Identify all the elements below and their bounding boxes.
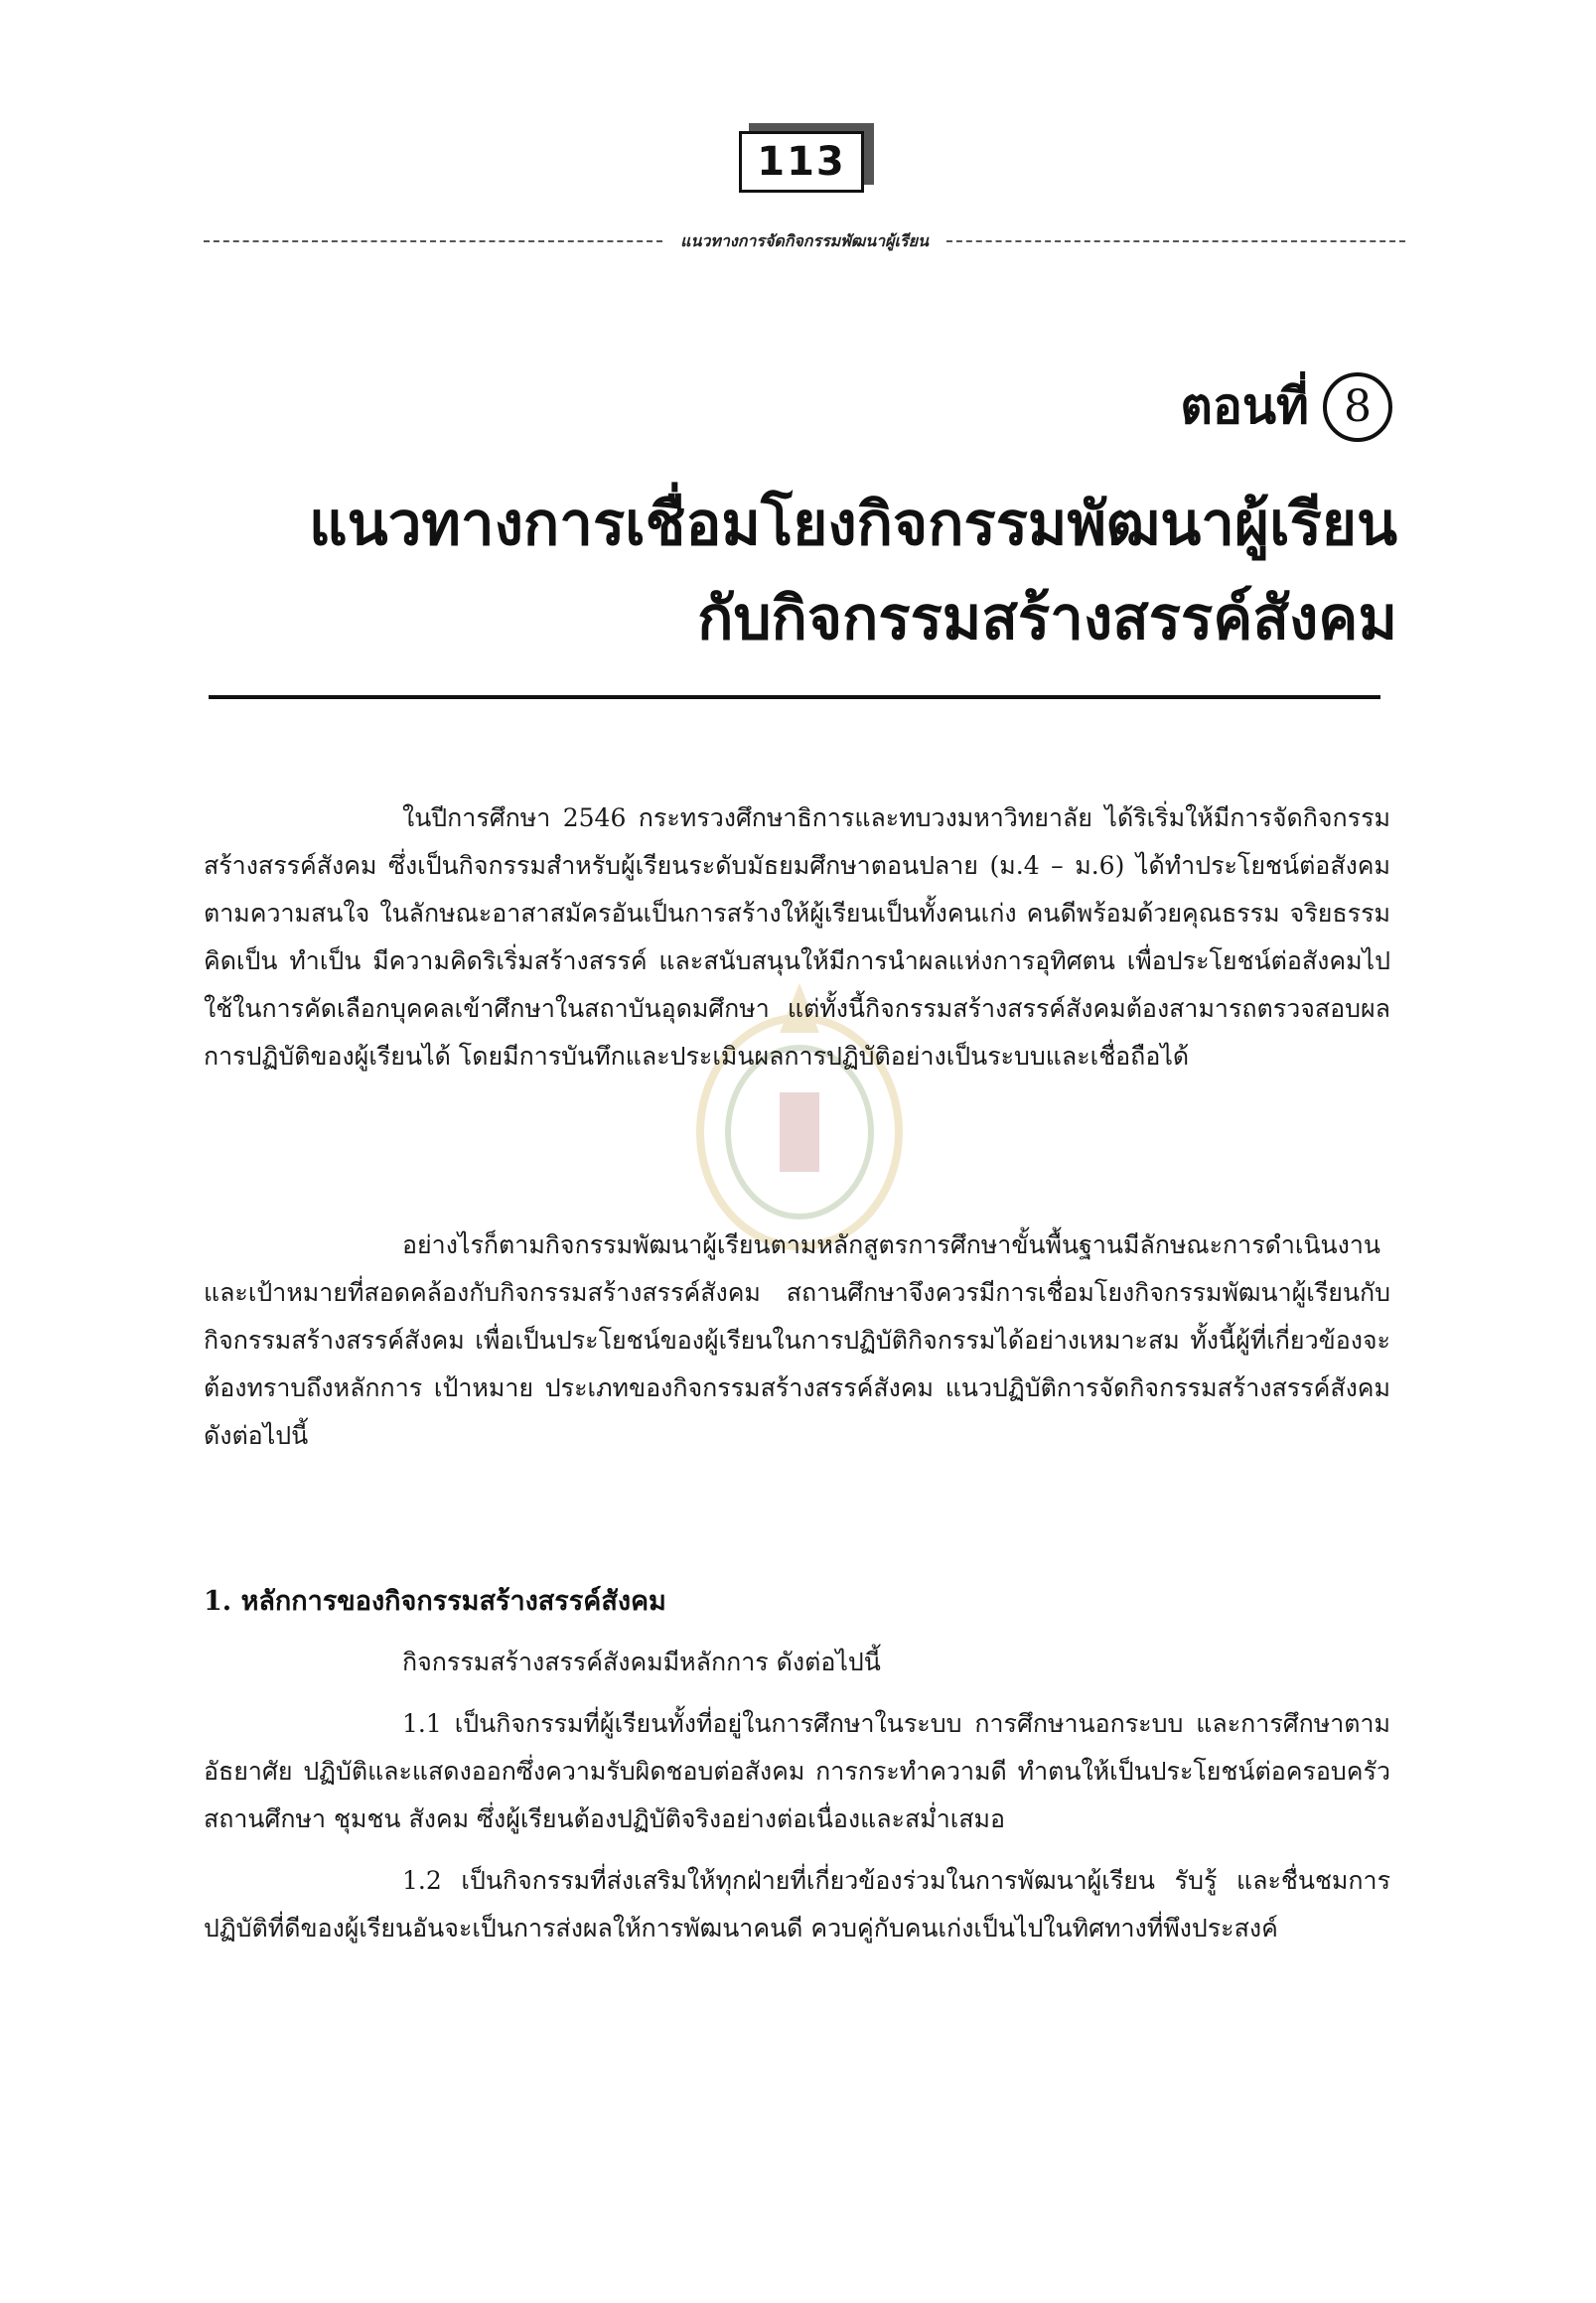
intro-paragraph-2-text: อย่างไรก็ตามกิจกรรมพัฒนาผู้เรียนตามหลักสูตรการศึกษาขั้นพื้นฐานมีลักษณะการดำเนินงาน และเป้าหมายที่สอดคล้องกับกิจกรรมสร้างสรรค์สังคม สถานศึกษาจึงควรมีการเชื่อมโยงกิจกรรมพัฒนาผู้เรียนกับกิจกรรมสร้างสรรค์สังคม เพื่อเป็นประโยชน์ของผู้เรียนในการปฏิบัติกิจกรรมได้อย่างเหมาะสม ทั้งนี้ผู้ที่เกี่ยวข้องจะต้องทราบถึงหลักการ เป้าหมาย ประเภทของกิจกรรมสร้างสรรค์สังคม แนวปฏิบัติการจัดกิจกรรมสร้างสรรค์สังคม ดังต่อไปนี้: [204, 1230, 1390, 1450]
intro-paragraph-2: [204, 1222, 1390, 1460]
intro-paragraph-1: [204, 794, 1390, 1080]
chapter-label: [1180, 367, 1392, 446]
chapter-label-text: ตอนที่: [1180, 377, 1309, 435]
chapter-title-line2: กับกิจกรรมสร้างสรรค์สังคม: [697, 584, 1397, 653]
section-items: [204, 1700, 1390, 1966]
chapter-number: 8: [1323, 372, 1392, 442]
intro-paragraph-1-text: ในปีการศึกษา 2546 กระทรวงศึกษาธิการและทบวงมหาวิทยาลัย ได้ริเริ่มให้มีการจัดกิจกรรมสร้างสรรค์สังคม ซึ่งเป็นกิจกรรมสำหรับผู้เรียนระดับมัธยมศึกษาตอนปลาย (ม.4 – ม.6) ได้ทำประโยชน์ต่อสังคมตามความสนใจ ในลักษณะอาสาสมัครอันเป็นการสร้างให้ผู้เรียนเป็นทั้งคนเก่ง คนดีพร้อมด้วยคุณธรรม จริยธรรม คิดเป็น ทำเป็น มีความคิดริเริ่มสร้างสรรค์ และสนับสนุนให้มีการนำผลแห่งการอุทิศตน เพื่อประโยชน์ต่อสังคมไปใช้ในการคัดเลือกบุคคลเข้าศึกษาในสถาบันอุดมศึกษา แต่ทั้งนี้กิจกรรมสร้างสรรค์สังคมต้องสามารถตรวจสอบผลการปฏิบัติของผู้เรียนได้ โดยมีการบันทึกและประเมินผลการปฏิบัติอย่างเป็นระบบและเชื่อถือได้: [204, 803, 1390, 1071]
section-intro: [204, 1639, 1390, 1686]
title-divider: [209, 695, 1380, 699]
running-title: แนวทางการจัดกิจกรรมพัฒนาผู้เรียน: [680, 230, 929, 250]
page-number: 113: [739, 131, 864, 193]
running-header: [204, 226, 1405, 256]
header-rule-left: [204, 240, 662, 242]
header-rule-right: [946, 240, 1405, 242]
list-item: 1.1 เป็นกิจกรรมที่ผู้เรียนทั้งที่อยู่ในการศึกษาในระบบ การศึกษานอกระบบ และการศึกษาตามอัธยาศัย ปฏิบัติและแสดงออกซึ่งความรับผิดชอบต่อสังคม การกระทำความดี ทำตนให้เป็นประโยชน์ต่อครอบครัว สถานศึกษา ชุมชน สังคม ซึ่งผู้เรียนต้องปฏิบัติจริงอย่างต่อเนื่องและสม่ำเสมอ: [204, 1709, 1390, 1833]
chapter-title-line1: แนวทางการเชื่อมโยงกิจกรรมพัฒนาผู้เรียน: [309, 490, 1397, 559]
list-item: 1.2 เป็นกิจกรรมที่ส่งเสริมให้ทุกฝ่ายที่เกี่ยวข้องร่วมในการพัฒนาผู้เรียน รับรู้ และชื่นชมการปฏิบัติที่ดีของผู้เรียนอันจะเป็นการส่งผลให้การพัฒนาคนดี ควบคู่กับคนเก่งเป็นไปในทิศทางที่พึงประสงค์: [204, 1866, 1390, 1943]
section-heading: 1. หลักการของกิจกรรมสร้างสรรค์สังคม: [204, 1586, 666, 1617]
section-intro-text: กิจกรรมสร้างสรรค์สังคมมีหลักการ ดังต่อไปนี้: [402, 1648, 881, 1676]
